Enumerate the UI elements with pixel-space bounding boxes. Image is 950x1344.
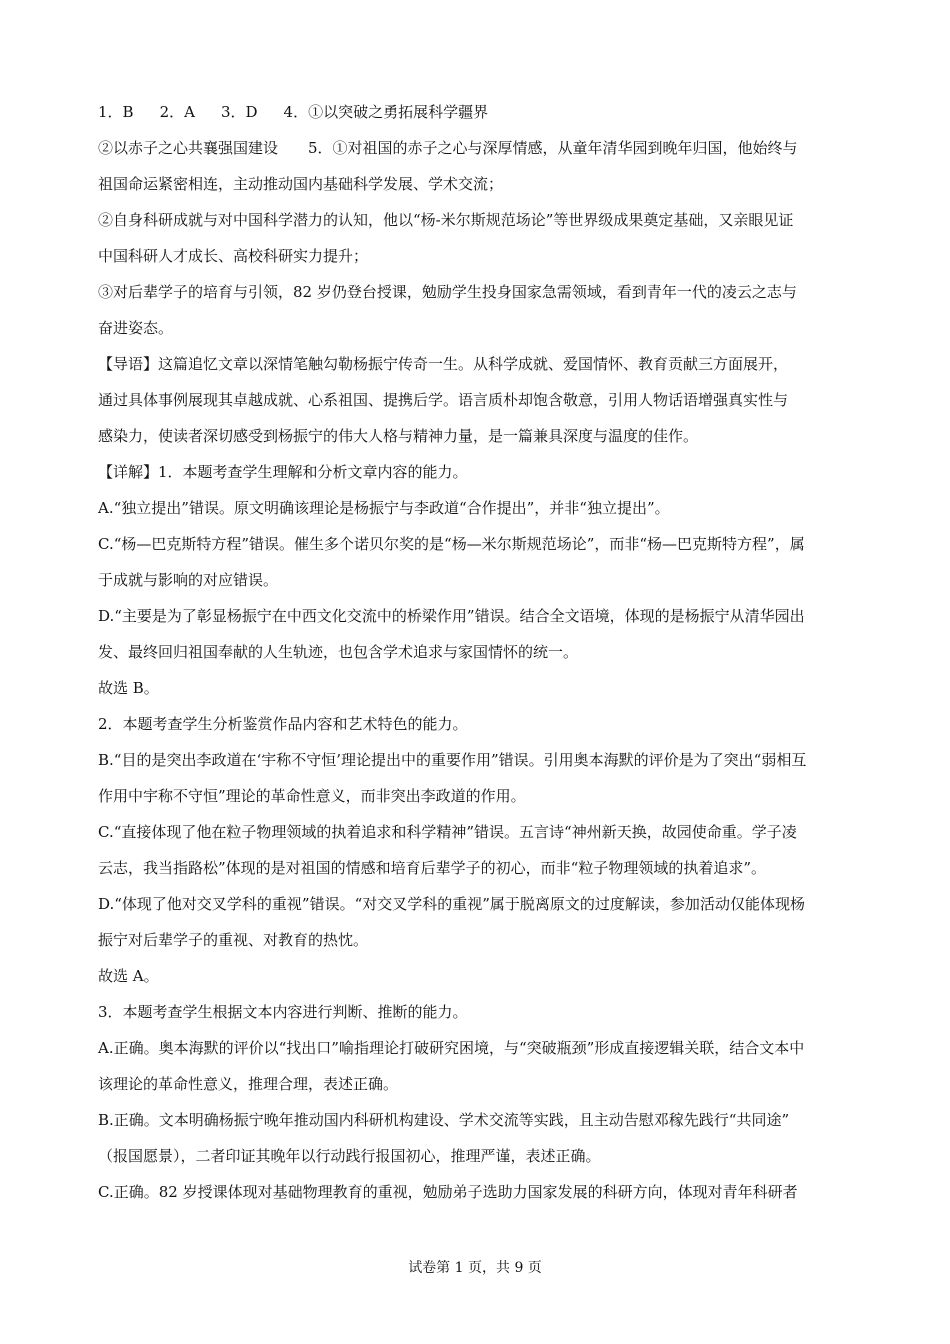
text-line: 振宁对后辈学子的重视、对教育的热忱。 (98, 931, 369, 949)
text-line: 感染力，使读者深切感受到杨振宁的伟大人格与精神力量，是一篇兼具深度与温度的佳作。 (98, 427, 699, 445)
text-line: 该理论的革命性意义，推理合理，表述正确。 (98, 1075, 399, 1093)
text-line: C.“直接体现了他在粒子物理领域的执着追求和科学精神”错误。五言诗“神州新天换，故园使命重。学子凌 (98, 823, 797, 841)
text-line: 故选 B。 (98, 679, 159, 697)
text-line: 2．本题考查学生分析鉴赏作品内容和艺术特色的能力。 (98, 715, 468, 733)
answer-4: 4．①以突破之勇拓展科学疆界 (283, 103, 489, 121)
text-line: 【详解】1．本题考查学生理解和分析文章内容的能力。 (98, 463, 468, 481)
answer-1: 1．B (98, 103, 134, 121)
text-line: ③对后辈学子的培育与引领，82 岁仍登台授课，勉励学生投身国家急需领域，看到青年一代的凌云之志与 (98, 283, 797, 301)
text-line: 中国科研人才成长、高校科研实力提升； (98, 247, 369, 265)
text-line: D.“体现了他对交叉学科的重视”错误。“对交叉学科的重视”属于脱离原文的过度解读，参加活动仅能体现杨 (98, 895, 805, 913)
text-line: D.“主要是为了彰显杨振宁在中西文化交流中的桥梁作用”错误。结合全文语境，体现的是杨振宁从清华园出 (98, 607, 805, 625)
answer-2: 2．A (159, 103, 195, 121)
text-line: A.“独立提出”错误。原文明确该理论是杨振宁与李政道“合作提出”，并非“独立提出”。 (98, 499, 670, 517)
text-line: 发、最终回归祖国奉献的人生轨迹，也包含学术追求与家国情怀的统一。 (98, 643, 579, 661)
text-line: A.正确。奥本海默的评价以“找出口”喻指理论打破研究困境，与“突破瓶颈”形成直接逻辑关联，结合文本中 (98, 1039, 805, 1057)
text-line: 奋进姿态。 (98, 319, 174, 337)
answer-3: 3．D (220, 103, 258, 121)
text-line: 通过具体事例展现其卓越成就、心系祖国、提携后学。语言质朴却饱含敬意，引用人物话语增强真实性与 (98, 391, 789, 409)
text-line: 故选 A。 (98, 967, 159, 985)
text-line: 作用中宇称不守恒”理论的革命性意义，而非突出李政道的作用。 (98, 787, 526, 805)
text-line: 云志，我当指路松”体现的是对祖国的情感和培育后辈学子的初心，而非“粒子物理领域的执着追求”。 (98, 859, 767, 877)
text-line: C.“杨—巴克斯特方程”错误。催生多个诺贝尔奖的是“杨—米尔斯规范场论”，而非“杨—巴克斯特方程”，属 (98, 535, 805, 553)
text-line: B.正确。文本明确杨振宁晚年推动国内科研机构建设、学术交流等实践，且主动告慰邓稼先践行“共同途” (98, 1111, 790, 1129)
text-line: C.正确。82 岁授课体现对基础物理教育的重视，勉励弟子选助力国家发展的科研方向，体现对青年科研者 (98, 1183, 798, 1201)
text-line: B.“目的是突出李政道在‘宇称不守恒’理论提出中的重要作用”错误。引用奥本海默的评价是为了突出“弱相互 (98, 751, 807, 769)
text-line: 3．本题考查学生根据文本内容进行判断、推断的能力。 (98, 1003, 468, 1021)
page-footer: 试卷第 1 页，共 9 页 (408, 1260, 542, 1276)
text-line: 【导语】这篇追忆文章以深情笔触勾勒杨振宁传奇一生。从科学成就、爱国情怀、教育贡献三方面展开， (98, 355, 789, 373)
answer-content (98, 94, 858, 1210)
answer-key-line (98, 94, 858, 130)
text-line: （报国愿景），二者印证其晚年以行动践行报国初心，推理严谨，表述正确。 (98, 1147, 601, 1165)
text-line: 于成就与影响的对应错误。 (98, 571, 279, 589)
text-line: 祖国命运紧密相连，主动推动国内基础科学发展、学术交流； (98, 175, 504, 193)
text-line: ②自身科研成就与对中国科学潜力的认知，他以“杨-米尔斯规范场论”等世界级成果奠定基础，又亲眼见证 (98, 211, 794, 229)
text-line: ②以赤子之心共襄强国建设 5．①对祖国的赤子之心与深厚情感，从童年清华园到晚年归国，他始终与 (98, 139, 798, 157)
